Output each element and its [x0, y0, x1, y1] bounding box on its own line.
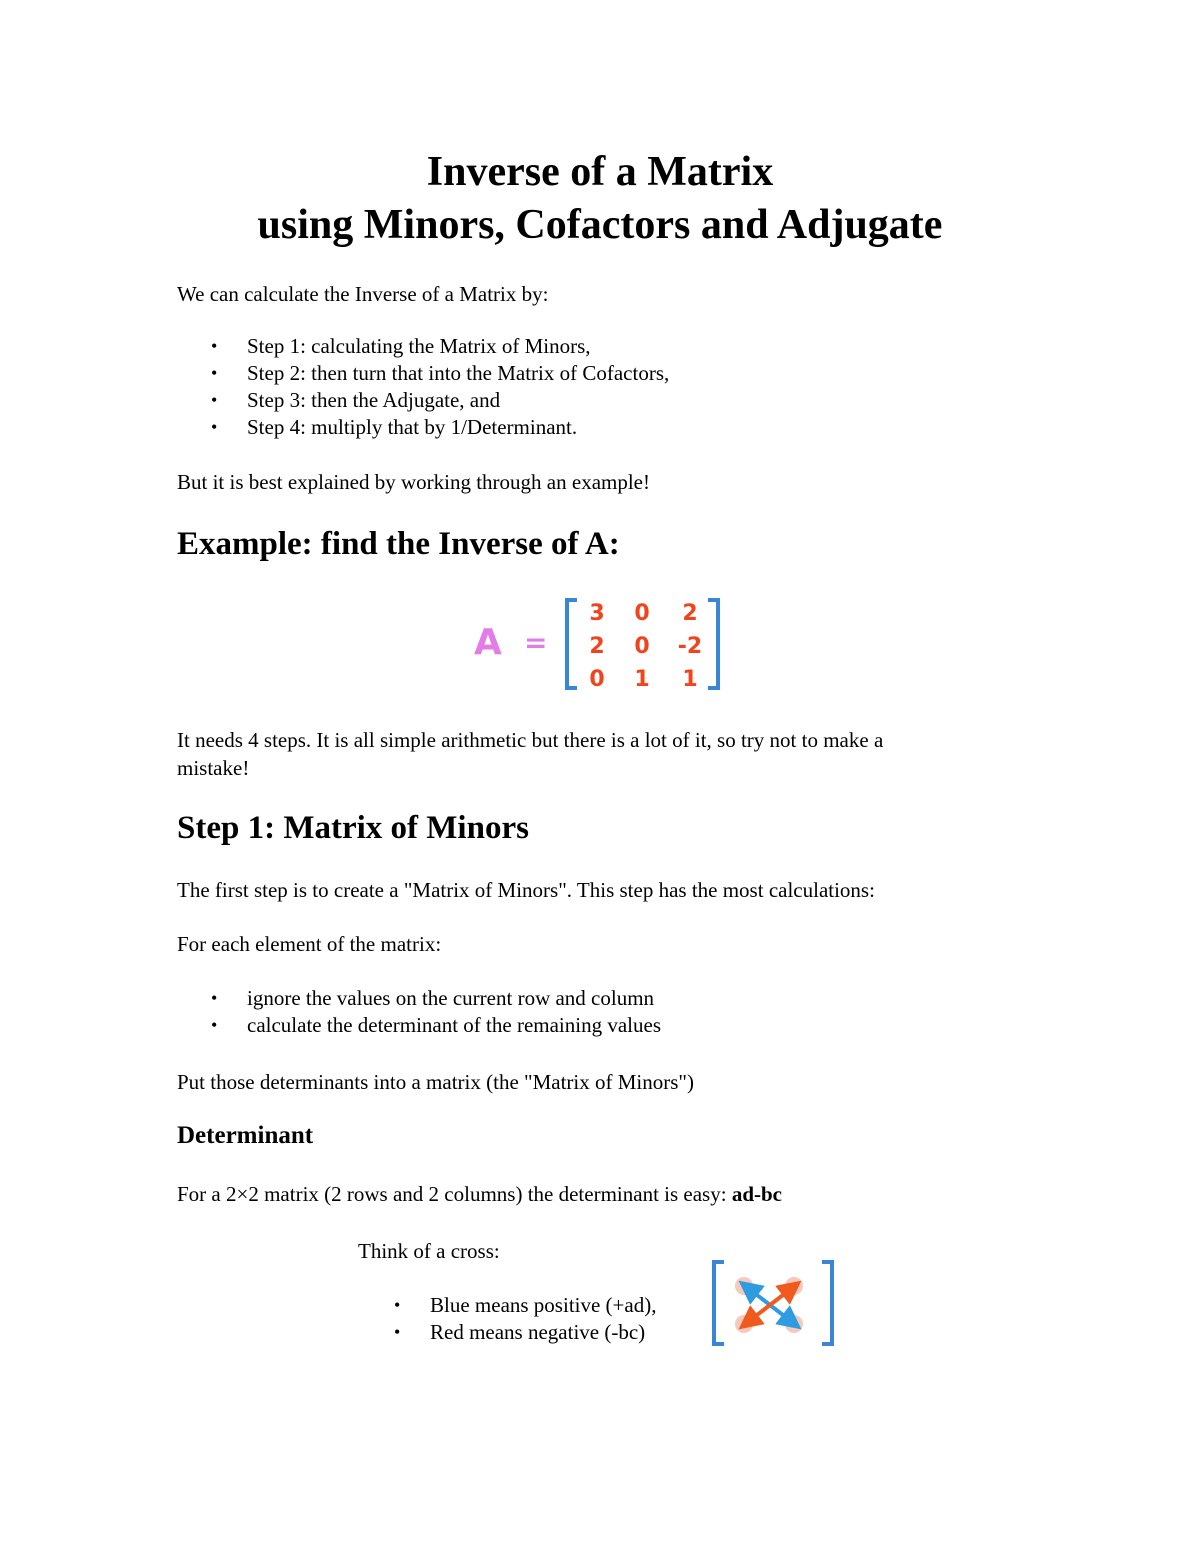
matrix-label: A [474, 622, 502, 663]
list-item-text: calculate the determinant of the remaining values [247, 1013, 661, 1037]
list-item [394, 1292, 657, 1319]
list-item-text: Step 4: multiply that by 1/Determinant. [247, 415, 578, 439]
matrix-cell: 0 [634, 634, 650, 659]
list-item [211, 360, 670, 387]
list-item-text: Blue means positive (+ad), [430, 1293, 657, 1317]
minor-steps-list [211, 985, 661, 1039]
bullet-icon: • [211, 1015, 218, 1035]
explain-paragraph: But it is best explained by working through an example! [177, 470, 650, 494]
matrix-cell: 2 [682, 601, 698, 626]
list-item-text: Step 1: calculating the Matrix of Minors, [247, 334, 591, 358]
example-heading: Example: find the Inverse of A: [177, 526, 620, 562]
bullet-icon: • [211, 988, 218, 1008]
bullet-icon: • [211, 390, 218, 410]
bullet-icon: • [394, 1322, 401, 1342]
matrix-cell: 0 [634, 601, 650, 626]
right-bracket [708, 600, 718, 688]
matrix-cell: 0 [589, 667, 605, 692]
list-item [211, 1012, 661, 1039]
left-bracket [567, 600, 577, 688]
list-item [394, 1319, 656, 1346]
list-item [211, 414, 669, 441]
step1-paragraph: The first step is to create a "Matrix of Minors". This step has the most calculations: [177, 878, 875, 902]
steps-list [211, 333, 670, 441]
cross-left-bracket [714, 1262, 724, 1344]
matrix-a-figure [472, 590, 732, 700]
bullet-icon: • [394, 1295, 401, 1315]
cross-right-bracket [822, 1262, 832, 1344]
matrix-cell: 2 [589, 634, 605, 659]
list-item-text: Step 2: then turn that into the Matrix of Cofactors, [247, 361, 670, 385]
cross-list [394, 1292, 657, 1346]
matrix-cell: -2 [677, 634, 703, 659]
determinant-text: For a 2×2 matrix (2 rows and 2 columns) the determinant is easy: [177, 1182, 732, 1206]
list-item-text: Red means negative (-bc) [430, 1320, 646, 1344]
step1-heading: Step 1: Matrix of Minors [177, 810, 529, 846]
list-item [211, 985, 661, 1012]
bullet-icon: • [211, 417, 218, 437]
put-those-paragraph: Put those determinants into a matrix (the "Matrix of Minors") [177, 1070, 694, 1094]
matrix-cell: 1 [634, 667, 650, 692]
list-item [211, 333, 669, 360]
determinant-cross-figure [708, 1258, 838, 1350]
page-subtitle: using Minors, Cofactors and Adjugate [257, 202, 943, 248]
determinant-heading: Determinant [177, 1122, 314, 1149]
determinant-formula: ad-bc [731, 1182, 782, 1206]
list-item [211, 387, 669, 414]
needs-paragraph-line2: mistake! [177, 756, 250, 780]
bullet-icon: • [211, 336, 218, 356]
matrix-equals: = [524, 626, 548, 659]
list-item-text: Step 3: then the Adjugate, and [247, 388, 501, 412]
list-item-text: ignore the values on the current row and column [247, 986, 655, 1010]
matrix-cell: 1 [682, 667, 698, 692]
think-paragraph: Think of a cross: [358, 1239, 500, 1263]
bullet-icon: • [211, 363, 218, 383]
needs-paragraph-line1: It needs 4 steps. It is all simple arithmetic but there is a lot of it, so try not to make a [177, 728, 884, 752]
matrix-values [589, 601, 702, 692]
determinant-paragraph [177, 1180, 782, 1208]
intro-paragraph: We can calculate the Inverse of a Matrix by: [177, 282, 549, 306]
page-title: Inverse of a Matrix [426, 149, 774, 195]
matrix-cell: 3 [589, 601, 605, 626]
for-each-paragraph: For each element of the matrix: [177, 932, 442, 956]
